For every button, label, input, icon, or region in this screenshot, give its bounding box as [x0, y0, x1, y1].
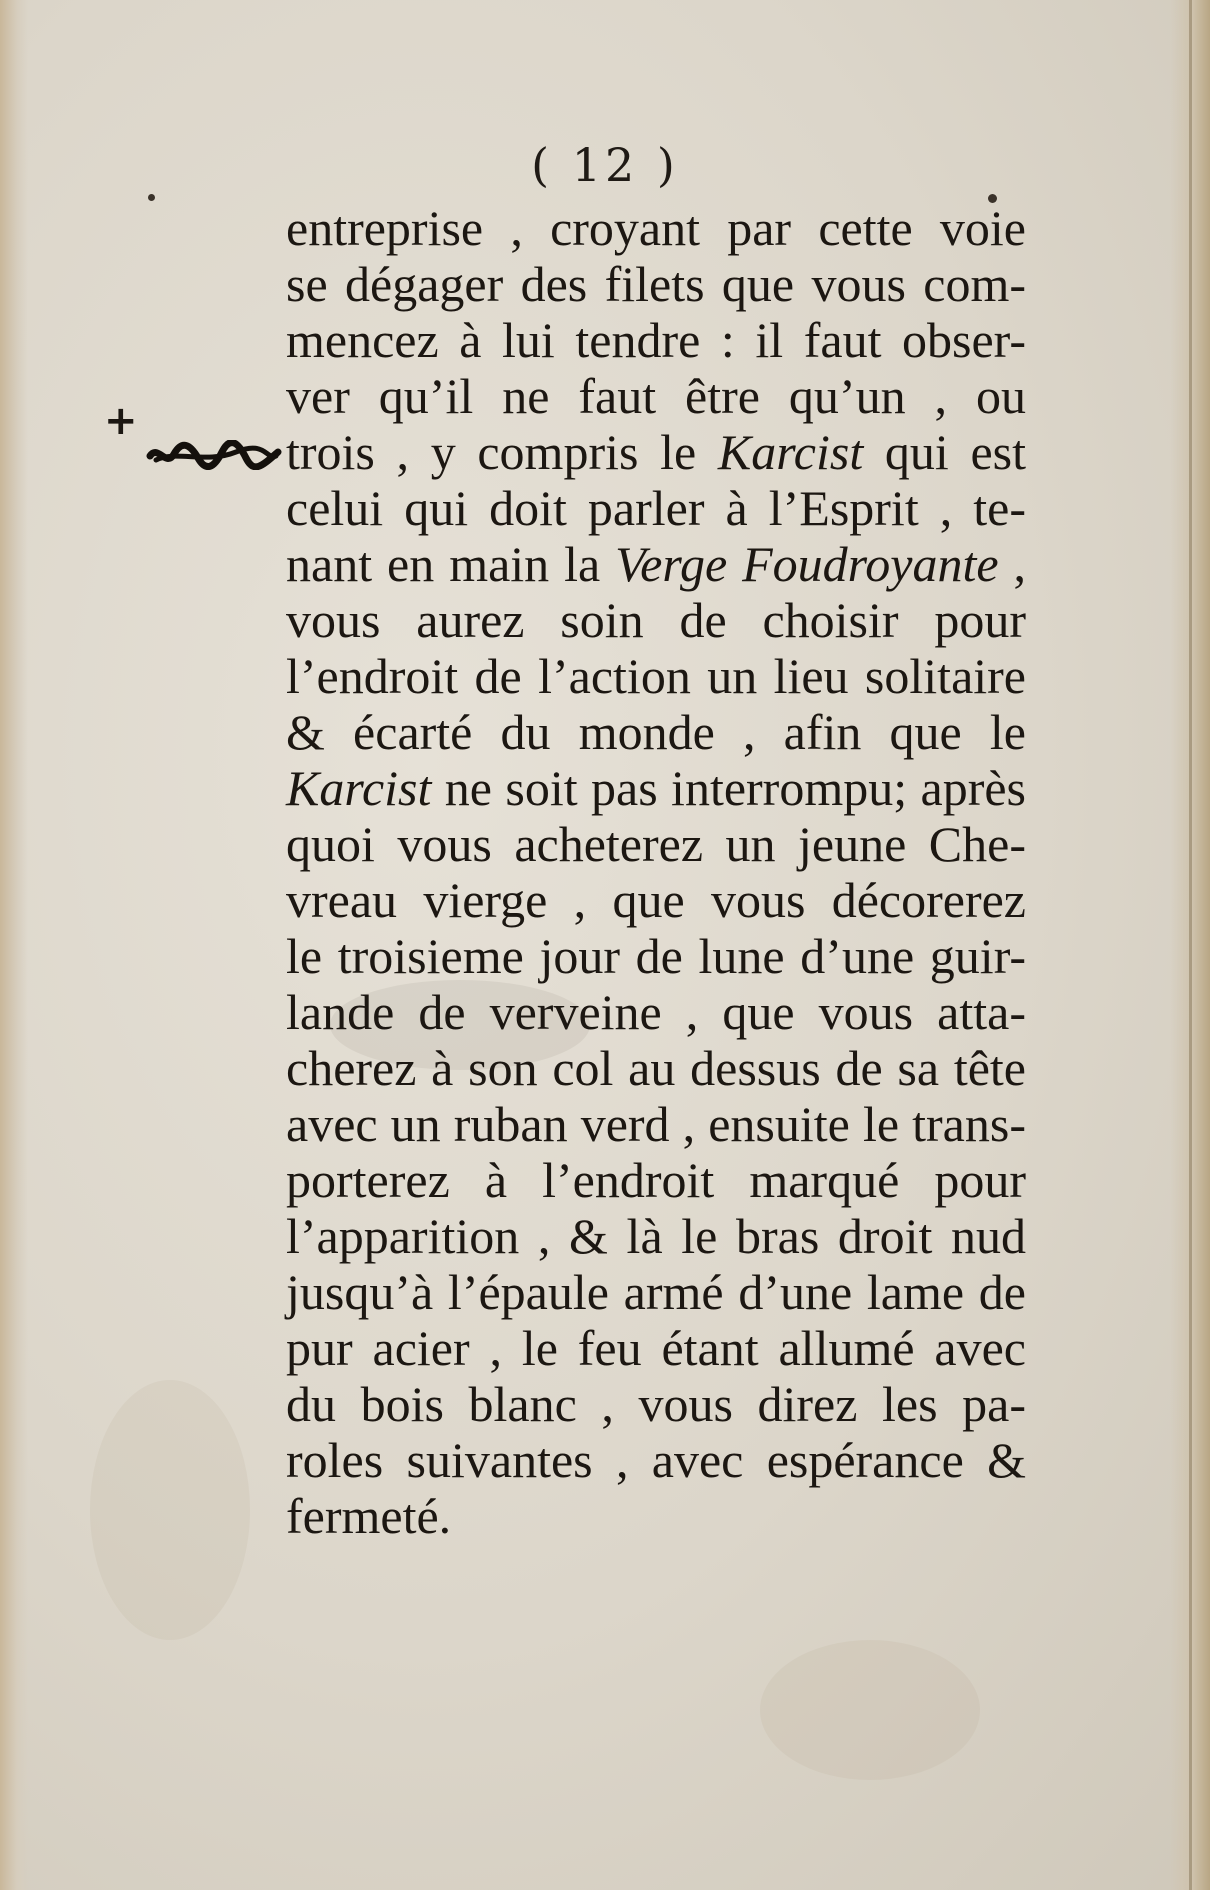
body-text — [286, 200, 1026, 1544]
text-segment: qui est — [863, 424, 1027, 480]
text-line: se dégager des filets que vous com- — [286, 256, 1026, 312]
text-line — [286, 424, 1026, 480]
margin-scribble-icon — [146, 440, 282, 470]
margin-cross-mark: + — [104, 398, 138, 444]
text-line: vreau vierge , que vous décorerez — [286, 872, 1026, 928]
page-number: ( 12 ) — [531, 138, 679, 192]
text-segment: nant en main la — [286, 536, 616, 592]
text-line: l’endroit de l’action un lieu solitaire — [286, 648, 1026, 704]
italic-term: Karcist — [717, 424, 864, 480]
text-line: entreprise , croyant par cette voie — [286, 200, 1026, 256]
text-line: roles suivantes , avec espérance & — [286, 1432, 1026, 1488]
page-edge-left — [0, 0, 28, 1890]
italic-term: Karcist — [286, 760, 432, 816]
text-line: & écarté du monde , afin que le — [286, 704, 1026, 760]
text-line: pur acier , le feu étant allumé avec — [286, 1320, 1026, 1376]
text-line: cherez à son col au dessus de sa tête — [286, 1040, 1026, 1096]
text-line — [286, 536, 1026, 592]
text-segment: ne soit pas interrompu; après — [431, 760, 1026, 816]
text-line: vous aurez soin de choisir pour — [286, 592, 1026, 648]
binding-edge — [1189, 0, 1192, 1890]
text-line: fermeté. — [286, 1488, 452, 1544]
text-line: avec un ruban verd , ensuite le trans- — [286, 1096, 1026, 1152]
text-line: jusqu’à l’épaule armé d’une lame de — [286, 1264, 1026, 1320]
text-line: quoi vous acheterez un jeune Che- — [286, 816, 1026, 872]
text-line: mencez à lui tendre : il faut obser- — [286, 312, 1026, 368]
text-line: porterez à l’endroit marqué pour — [286, 1152, 1026, 1208]
text-line: du bois blanc , vous direz les pa- — [286, 1376, 1026, 1432]
text-line: le troisieme jour de lune d’une guir- — [286, 928, 1026, 984]
paper-stain — [760, 1640, 980, 1780]
text-segment: trois , y compris le — [286, 424, 718, 480]
text-line: celui qui doit parler à l’Esprit , te- — [286, 480, 1026, 536]
text-line: ver qu’il ne faut être qu’un , ou — [286, 368, 1026, 424]
italic-term: Verge Foudroyante — [615, 536, 999, 592]
text-line: l’apparition , & là le bras droit nud — [286, 1208, 1026, 1264]
text-segment: , — [998, 536, 1027, 592]
text-line: lande de verveine , que vous atta- — [286, 984, 1026, 1040]
ink-speck — [148, 194, 155, 201]
paper-stain — [90, 1380, 250, 1640]
text-line — [286, 760, 1026, 816]
